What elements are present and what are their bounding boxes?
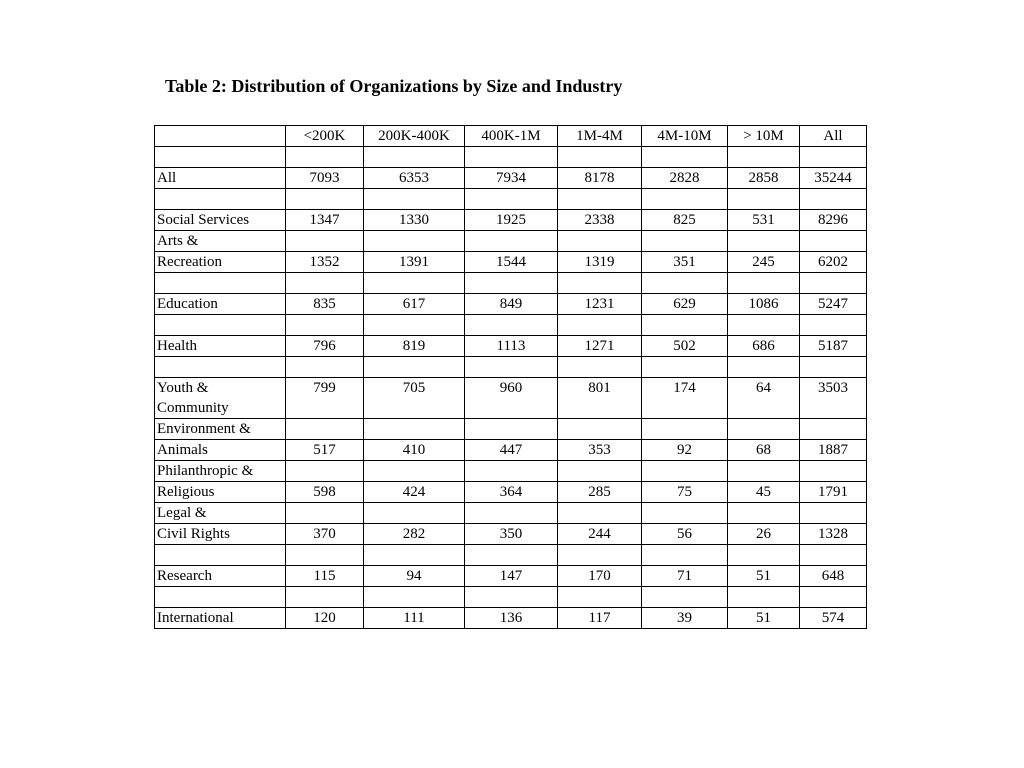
table-cell: 1791 bbox=[800, 482, 867, 503]
table-cell: 799 bbox=[286, 378, 364, 419]
table-cell: 796 bbox=[286, 336, 364, 357]
row-label: Religious bbox=[155, 482, 286, 503]
table-cell bbox=[465, 419, 558, 440]
row-label: Legal & bbox=[155, 503, 286, 524]
table-cell: 835 bbox=[286, 294, 364, 315]
column-header: 1M-4M bbox=[558, 126, 642, 147]
table-row bbox=[155, 336, 867, 357]
table-cell: 1271 bbox=[558, 336, 642, 357]
table-cell: 574 bbox=[800, 608, 867, 629]
table-row bbox=[155, 294, 867, 315]
table-cell bbox=[558, 147, 642, 168]
table-cell bbox=[800, 315, 867, 336]
row-label bbox=[155, 587, 286, 608]
table-cell: 6202 bbox=[800, 252, 867, 273]
table-cell bbox=[642, 461, 728, 482]
table-cell bbox=[728, 231, 800, 252]
table-cell: 1086 bbox=[728, 294, 800, 315]
table-cell: 801 bbox=[558, 378, 642, 419]
row-label: Civil Rights bbox=[155, 524, 286, 545]
table-cell bbox=[286, 315, 364, 336]
row-label bbox=[155, 315, 286, 336]
table-row bbox=[155, 482, 867, 503]
table-cell: 410 bbox=[364, 440, 465, 461]
table-row bbox=[155, 545, 867, 566]
table-cell: 245 bbox=[728, 252, 800, 273]
row-label: Research bbox=[155, 566, 286, 587]
table-row bbox=[155, 147, 867, 168]
row-label: International bbox=[155, 608, 286, 629]
table-cell bbox=[465, 315, 558, 336]
column-header: 4M-10M bbox=[642, 126, 728, 147]
table-row bbox=[155, 587, 867, 608]
table-cell: 45 bbox=[728, 482, 800, 503]
table-row bbox=[155, 524, 867, 545]
table-cell bbox=[286, 357, 364, 378]
table-cell: 147 bbox=[465, 566, 558, 587]
table-cell bbox=[800, 461, 867, 482]
table-cell: 598 bbox=[286, 482, 364, 503]
table-cell: 75 bbox=[642, 482, 728, 503]
table-row bbox=[155, 315, 867, 336]
table-cell bbox=[642, 587, 728, 608]
header-cell-blank bbox=[155, 126, 286, 147]
table-cell: 1347 bbox=[286, 210, 364, 231]
table-row bbox=[155, 566, 867, 587]
table-cell bbox=[558, 231, 642, 252]
table-cell bbox=[364, 147, 465, 168]
table-cell: 120 bbox=[286, 608, 364, 629]
table-cell bbox=[286, 147, 364, 168]
table-cell: 5247 bbox=[800, 294, 867, 315]
row-label bbox=[155, 357, 286, 378]
table-cell bbox=[728, 503, 800, 524]
table-cell: 115 bbox=[286, 566, 364, 587]
table-cell bbox=[642, 231, 728, 252]
table-cell: 170 bbox=[558, 566, 642, 587]
row-label: Recreation bbox=[155, 252, 286, 273]
table-cell bbox=[558, 503, 642, 524]
table-row bbox=[155, 189, 867, 210]
row-label: Education bbox=[155, 294, 286, 315]
table-cell bbox=[286, 189, 364, 210]
table-cell: 64 bbox=[728, 378, 800, 419]
table-cell: 56 bbox=[642, 524, 728, 545]
table-cell: 51 bbox=[728, 566, 800, 587]
table-row bbox=[155, 419, 867, 440]
table-cell bbox=[800, 273, 867, 294]
table-cell bbox=[642, 503, 728, 524]
table-cell bbox=[286, 545, 364, 566]
table-cell: 26 bbox=[728, 524, 800, 545]
table-cell bbox=[728, 545, 800, 566]
table-cell bbox=[364, 545, 465, 566]
table-cell bbox=[800, 357, 867, 378]
table-cell: 1352 bbox=[286, 252, 364, 273]
row-label: Philanthropic & bbox=[155, 461, 286, 482]
table-cell bbox=[642, 273, 728, 294]
table-cell bbox=[800, 231, 867, 252]
table-cell: 2828 bbox=[642, 168, 728, 189]
table-cell bbox=[728, 419, 800, 440]
table-cell bbox=[642, 357, 728, 378]
table-cell bbox=[364, 315, 465, 336]
table-cell: 705 bbox=[364, 378, 465, 419]
table-row bbox=[155, 378, 867, 419]
row-label: Environment & bbox=[155, 419, 286, 440]
table-cell: 424 bbox=[364, 482, 465, 503]
table-cell bbox=[286, 503, 364, 524]
table-cell bbox=[465, 189, 558, 210]
table-cell: 1544 bbox=[465, 252, 558, 273]
table-cell bbox=[642, 189, 728, 210]
table-cell: 1391 bbox=[364, 252, 465, 273]
table-cell: 351 bbox=[642, 252, 728, 273]
row-label bbox=[155, 273, 286, 294]
table-cell bbox=[364, 357, 465, 378]
table-cell: 7093 bbox=[286, 168, 364, 189]
table-row bbox=[155, 503, 867, 524]
table-cell bbox=[728, 273, 800, 294]
table-cell bbox=[364, 587, 465, 608]
table-row bbox=[155, 461, 867, 482]
table-cell: 2858 bbox=[728, 168, 800, 189]
table-cell bbox=[364, 419, 465, 440]
table-cell bbox=[558, 189, 642, 210]
table-cell: 447 bbox=[465, 440, 558, 461]
table-cell bbox=[800, 503, 867, 524]
table-cell bbox=[465, 273, 558, 294]
table-cell: 282 bbox=[364, 524, 465, 545]
table-cell bbox=[286, 273, 364, 294]
table-cell: 364 bbox=[465, 482, 558, 503]
table-cell: 6353 bbox=[364, 168, 465, 189]
column-header: 200K-400K bbox=[364, 126, 465, 147]
row-label: All bbox=[155, 168, 286, 189]
table-cell: 1328 bbox=[800, 524, 867, 545]
row-label bbox=[155, 189, 286, 210]
table-cell bbox=[800, 587, 867, 608]
table-cell: 285 bbox=[558, 482, 642, 503]
table-cell bbox=[728, 357, 800, 378]
table-cell bbox=[558, 461, 642, 482]
row-label bbox=[155, 545, 286, 566]
table-row bbox=[155, 440, 867, 461]
column-header: > 10M bbox=[728, 126, 800, 147]
table-cell: 244 bbox=[558, 524, 642, 545]
table-row bbox=[155, 608, 867, 629]
table-cell bbox=[465, 231, 558, 252]
table-cell: 617 bbox=[364, 294, 465, 315]
table-cell bbox=[286, 587, 364, 608]
table-row bbox=[155, 273, 867, 294]
table-cell: 8296 bbox=[800, 210, 867, 231]
table-cell: 819 bbox=[364, 336, 465, 357]
table-cell bbox=[642, 545, 728, 566]
table-cell bbox=[558, 273, 642, 294]
table-cell: 136 bbox=[465, 608, 558, 629]
column-header: <200K bbox=[286, 126, 364, 147]
table-cell: 92 bbox=[642, 440, 728, 461]
table-cell: 1887 bbox=[800, 440, 867, 461]
table-cell: 350 bbox=[465, 524, 558, 545]
table-cell: 629 bbox=[642, 294, 728, 315]
table-cell bbox=[364, 461, 465, 482]
table-cell: 94 bbox=[364, 566, 465, 587]
table-title: Table 2: Distribution of Organizations by Size and Industry bbox=[165, 76, 623, 96]
row-label: Social Services bbox=[155, 210, 286, 231]
table-row bbox=[155, 357, 867, 378]
row-label bbox=[155, 147, 286, 168]
table-row bbox=[155, 252, 867, 273]
row-label: Animals bbox=[155, 440, 286, 461]
table-row bbox=[155, 210, 867, 231]
row-label: Youth & Community bbox=[155, 378, 286, 419]
table-cell: 5187 bbox=[800, 336, 867, 357]
table-cell: 51 bbox=[728, 608, 800, 629]
row-label: Health bbox=[155, 336, 286, 357]
table-cell: 7934 bbox=[465, 168, 558, 189]
table-cell: 1925 bbox=[465, 210, 558, 231]
table-cell: 3503 bbox=[800, 378, 867, 419]
table-cell: 68 bbox=[728, 440, 800, 461]
table-header-row bbox=[155, 126, 867, 147]
table-cell: 8178 bbox=[558, 168, 642, 189]
table-row bbox=[155, 168, 867, 189]
table-cell: 825 bbox=[642, 210, 728, 231]
table-cell: 370 bbox=[286, 524, 364, 545]
table-cell: 353 bbox=[558, 440, 642, 461]
table-cell: 174 bbox=[642, 378, 728, 419]
table-cell: 71 bbox=[642, 566, 728, 587]
table-cell: 39 bbox=[642, 608, 728, 629]
table-cell bbox=[558, 587, 642, 608]
table-cell bbox=[728, 461, 800, 482]
table-cell bbox=[728, 147, 800, 168]
table-cell bbox=[642, 419, 728, 440]
table-cell: 1113 bbox=[465, 336, 558, 357]
column-header: All bbox=[800, 126, 867, 147]
table-cell: 686 bbox=[728, 336, 800, 357]
row-label: Arts & bbox=[155, 231, 286, 252]
table-cell: 648 bbox=[800, 566, 867, 587]
table-cell bbox=[364, 273, 465, 294]
table-cell: 849 bbox=[465, 294, 558, 315]
table-row bbox=[155, 231, 867, 252]
table-cell bbox=[558, 315, 642, 336]
table-cell: 117 bbox=[558, 608, 642, 629]
table-cell bbox=[364, 503, 465, 524]
table-cell bbox=[558, 545, 642, 566]
table-cell bbox=[286, 231, 364, 252]
table-cell bbox=[800, 147, 867, 168]
table-cell bbox=[558, 419, 642, 440]
table-cell: 502 bbox=[642, 336, 728, 357]
table-cell: 1319 bbox=[558, 252, 642, 273]
table-cell: 531 bbox=[728, 210, 800, 231]
table-cell bbox=[364, 189, 465, 210]
table-cell bbox=[465, 545, 558, 566]
table-cell bbox=[800, 545, 867, 566]
table-cell bbox=[800, 419, 867, 440]
table-cell bbox=[465, 357, 558, 378]
table-cell: 1231 bbox=[558, 294, 642, 315]
table-cell bbox=[800, 189, 867, 210]
table-cell bbox=[465, 587, 558, 608]
table-cell bbox=[642, 147, 728, 168]
table-cell bbox=[465, 461, 558, 482]
table-cell: 517 bbox=[286, 440, 364, 461]
table-cell bbox=[642, 315, 728, 336]
column-header: 400K-1M bbox=[465, 126, 558, 147]
table-cell bbox=[728, 315, 800, 336]
table-cell: 111 bbox=[364, 608, 465, 629]
table-cell bbox=[364, 231, 465, 252]
table-cell: 2338 bbox=[558, 210, 642, 231]
table-cell bbox=[728, 587, 800, 608]
table-cell bbox=[286, 461, 364, 482]
table-cell: 1330 bbox=[364, 210, 465, 231]
distribution-table bbox=[154, 125, 867, 629]
table-cell bbox=[465, 503, 558, 524]
table-cell bbox=[728, 189, 800, 210]
table-cell bbox=[465, 147, 558, 168]
table-body bbox=[155, 126, 867, 629]
table-cell bbox=[286, 419, 364, 440]
table-cell: 960 bbox=[465, 378, 558, 419]
table-cell bbox=[558, 357, 642, 378]
table-cell: 35244 bbox=[800, 168, 867, 189]
